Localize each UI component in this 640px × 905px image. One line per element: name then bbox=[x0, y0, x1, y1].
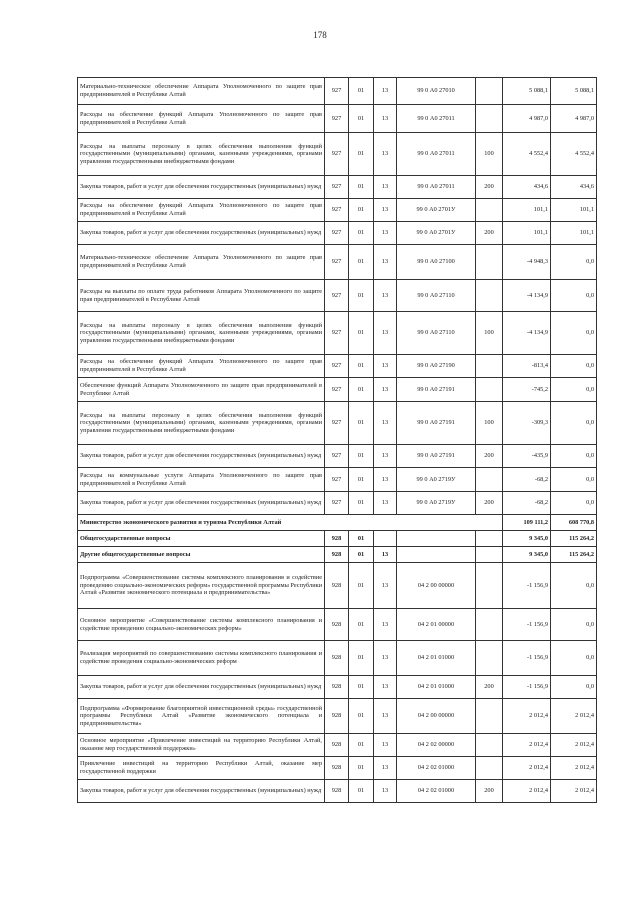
cell-rz: 01 bbox=[349, 280, 374, 312]
cell-rz: 01 bbox=[349, 222, 374, 245]
cell-rz: 01 bbox=[349, 245, 374, 280]
cell-amount-1: 101,1 bbox=[503, 199, 551, 222]
cell-pr: 13 bbox=[374, 222, 397, 245]
cell-csr: 99 0 А0 27110 bbox=[397, 312, 476, 355]
cell-grbs: 927 bbox=[325, 176, 349, 199]
cell-grbs: 928 bbox=[325, 676, 349, 699]
cell-pr: 13 bbox=[374, 78, 397, 105]
cell-grbs: 927 bbox=[325, 133, 349, 176]
cell-csr: 04 2 01 00000 bbox=[397, 609, 476, 641]
cell-amount-1: -435,9 bbox=[503, 445, 551, 468]
cell-vr bbox=[476, 757, 503, 780]
cell-csr: 99 0 А0 27011 bbox=[397, 133, 476, 176]
row-name: Другие общегосударственные вопросы bbox=[78, 547, 325, 563]
cell-amount-1: 2 012,4 bbox=[503, 757, 551, 780]
cell-pr: 13 bbox=[374, 199, 397, 222]
row-name: Расходы на обеспечение функций Аппарата Уполномоченного по защите прав предпринимателей в Республике Алтай bbox=[78, 355, 325, 378]
table-row bbox=[78, 780, 597, 803]
cell-amount-1: 4 987,0 bbox=[503, 105, 551, 133]
row-name: Привлечение инвестиций на территорию Республики Алтай, оказание мер государственной поддержки bbox=[78, 757, 325, 780]
cell-grbs: 927 bbox=[325, 199, 349, 222]
table-row bbox=[78, 547, 597, 563]
cell-amount-2: 0,0 bbox=[551, 641, 597, 676]
cell-rz: 01 bbox=[349, 492, 374, 515]
cell-grbs: 928 bbox=[325, 563, 349, 609]
cell-amount-1: -68,2 bbox=[503, 492, 551, 515]
cell-amount-1: 4 552,4 bbox=[503, 133, 551, 176]
cell-amount-2: 4 552,4 bbox=[551, 133, 597, 176]
cell-grbs: 927 bbox=[325, 245, 349, 280]
row-name: Закупка товаров, работ и услуг для обеспечения государственных (муниципальных) нужд bbox=[78, 676, 325, 699]
cell-csr: 04 2 00 00000 bbox=[397, 699, 476, 734]
table-row bbox=[78, 245, 597, 280]
table-row bbox=[78, 492, 597, 515]
cell-grbs: 927 bbox=[325, 402, 349, 445]
cell-vr bbox=[476, 280, 503, 312]
table-row bbox=[78, 609, 597, 641]
cell-grbs: 927 bbox=[325, 78, 349, 105]
cell-pr: 13 bbox=[374, 378, 397, 402]
cell-vr: 100 bbox=[476, 312, 503, 355]
cell-vr: 200 bbox=[476, 176, 503, 199]
cell-rz: 01 bbox=[349, 378, 374, 402]
table-row bbox=[78, 676, 597, 699]
cell-csr: 04 2 02 00000 bbox=[397, 734, 476, 757]
cell-csr: 99 0 А0 27010 bbox=[397, 78, 476, 105]
cell-rz: 01 bbox=[349, 609, 374, 641]
row-name: Материально-техническое обеспечение Аппарата Уполномоченного по защите прав предпринимателей в Республике Алтай bbox=[78, 78, 325, 105]
cell-amount-2: 0,0 bbox=[551, 280, 597, 312]
cell-amount-2: 0,0 bbox=[551, 312, 597, 355]
cell-vr bbox=[476, 734, 503, 757]
cell-csr: 99 0 А0 27100 bbox=[397, 245, 476, 280]
cell-vr: 200 bbox=[476, 492, 503, 515]
row-name: Закупка товаров, работ и услуг для обеспечения государственных (муниципальных) нужд bbox=[78, 445, 325, 468]
cell-pr: 13 bbox=[374, 133, 397, 176]
table-row bbox=[78, 280, 597, 312]
cell-vr bbox=[476, 199, 503, 222]
cell-rz: 01 bbox=[349, 547, 374, 563]
cell-vr bbox=[476, 641, 503, 676]
cell-amount-2: 608 770,8 bbox=[551, 515, 597, 531]
row-name: Материально-техническое обеспечение Аппарата Уполномоченного по защите прав предпринимателей в Республике Алтай bbox=[78, 245, 325, 280]
cell-rz: 01 bbox=[349, 699, 374, 734]
cell-rz: 01 bbox=[349, 641, 374, 676]
cell-vr bbox=[476, 699, 503, 734]
cell-grbs: 928 bbox=[325, 757, 349, 780]
table-row bbox=[78, 199, 597, 222]
cell-pr: 13 bbox=[374, 280, 397, 312]
cell-rz: 01 bbox=[349, 676, 374, 699]
cell-amount-1: 2 012,4 bbox=[503, 699, 551, 734]
cell-amount-2: 2 012,4 bbox=[551, 699, 597, 734]
cell-pr: 13 bbox=[374, 105, 397, 133]
cell-amount-1: 101,1 bbox=[503, 222, 551, 245]
cell-pr: 13 bbox=[374, 676, 397, 699]
cell-pr: 13 bbox=[374, 492, 397, 515]
table-row bbox=[78, 312, 597, 355]
row-name: Расходы на выплаты по оплате труда работников Аппарата Уполномоченного по защите прав предпринимателей в Республике Алтай bbox=[78, 280, 325, 312]
cell-amount-2: 0,0 bbox=[551, 378, 597, 402]
cell-csr: 99 0 А0 2701У bbox=[397, 199, 476, 222]
table-row bbox=[78, 531, 597, 547]
cell-vr: 200 bbox=[476, 222, 503, 245]
cell-grbs: 927 bbox=[325, 468, 349, 492]
table-row bbox=[78, 468, 597, 492]
cell-amount-2: 0,0 bbox=[551, 676, 597, 699]
budget-table-body bbox=[78, 78, 597, 803]
table-row bbox=[78, 402, 597, 445]
cell-vr bbox=[476, 468, 503, 492]
cell-pr: 13 bbox=[374, 312, 397, 355]
cell-amount-2: 0,0 bbox=[551, 245, 597, 280]
cell-csr: 04 2 00 00000 bbox=[397, 563, 476, 609]
cell-vr bbox=[476, 563, 503, 609]
cell-vr bbox=[476, 245, 503, 280]
table-row bbox=[78, 133, 597, 176]
row-name: Закупка товаров, работ и услуг для обеспечения государственных (муниципальных) нужд bbox=[78, 222, 325, 245]
row-name: Расходы на выплаты персоналу в целях обеспечения выполнения функций государственными (муниципальными) органами, казенными учреждениями, органами управления государственными внебюджетными фондами bbox=[78, 402, 325, 445]
cell-csr: 04 2 02 01000 bbox=[397, 757, 476, 780]
cell-grbs: 927 bbox=[325, 280, 349, 312]
cell-amount-2: 0,0 bbox=[551, 468, 597, 492]
cell-amount-1: -309,3 bbox=[503, 402, 551, 445]
cell-csr: 99 0 А0 27011 bbox=[397, 105, 476, 133]
cell-amount-2: 2 012,4 bbox=[551, 757, 597, 780]
cell-amount-1: -813,4 bbox=[503, 355, 551, 378]
table-row bbox=[78, 78, 597, 105]
row-name: Закупка товаров, работ и услуг для обеспечения государственных (муниципальных) нужд bbox=[78, 780, 325, 803]
cell-grbs: 928 bbox=[325, 531, 349, 547]
row-name: Расходы на обеспечение функций Аппарата Уполномоченного по защите прав предпринимателей в Республике Алтай bbox=[78, 105, 325, 133]
cell-pr: 13 bbox=[374, 176, 397, 199]
cell-amount-1: 9 345,0 bbox=[503, 547, 551, 563]
row-name: Расходы на обеспечение функций Аппарата Уполномоченного по защите прав предпринимателей в Республике Алтай bbox=[78, 199, 325, 222]
cell-amount-2: 0,0 bbox=[551, 402, 597, 445]
cell-amount-1: -68,2 bbox=[503, 468, 551, 492]
cell-csr bbox=[397, 547, 476, 563]
cell-grbs: 928 bbox=[325, 734, 349, 757]
cell-amount-2: 5 088,1 bbox=[551, 78, 597, 105]
table-row bbox=[78, 734, 597, 757]
cell-pr: 13 bbox=[374, 445, 397, 468]
cell-rz: 01 bbox=[349, 780, 374, 803]
cell-amount-1: 109 111,2 bbox=[503, 515, 551, 531]
cell-amount-1: -745,2 bbox=[503, 378, 551, 402]
cell-grbs: 928 bbox=[325, 547, 349, 563]
cell-rz: 01 bbox=[349, 757, 374, 780]
cell-vr bbox=[476, 78, 503, 105]
row-name: Подпрограмма «Совершенствование системы комплексного планирования и содействие проведению социально-экономических реформ» государственной программы Республики Алтай «Развитие экономического потенциала и предпринимательства» bbox=[78, 563, 325, 609]
cell-csr: 99 0 А0 27191 bbox=[397, 402, 476, 445]
cell-amount-1: 434,6 bbox=[503, 176, 551, 199]
cell-pr: 13 bbox=[374, 547, 397, 563]
cell-amount-2: 0,0 bbox=[551, 355, 597, 378]
cell-amount-1: -4 134,9 bbox=[503, 280, 551, 312]
cell-rz: 01 bbox=[349, 105, 374, 133]
cell-pr: 13 bbox=[374, 609, 397, 641]
cell-grbs: 927 bbox=[325, 492, 349, 515]
cell-amount-1: -4 948,3 bbox=[503, 245, 551, 280]
table-row bbox=[78, 105, 597, 133]
cell-csr: 99 0 А0 2719У bbox=[397, 492, 476, 515]
cell-rz: 01 bbox=[349, 176, 374, 199]
cell-amount-2: 2 012,4 bbox=[551, 734, 597, 757]
cell-pr: 13 bbox=[374, 245, 397, 280]
table-row bbox=[78, 699, 597, 734]
cell-pr: 13 bbox=[374, 355, 397, 378]
cell-amount-1: -1 156,9 bbox=[503, 641, 551, 676]
row-name: Расходы на выплаты персоналу в целях обеспечения выполнения функций государственными (муниципальными) органами, казенными учреждениями, органами управления государственными внебюджетными фондами bbox=[78, 133, 325, 176]
cell-vr bbox=[476, 378, 503, 402]
cell-pr: 13 bbox=[374, 563, 397, 609]
cell-rz: 01 bbox=[349, 734, 374, 757]
cell-pr: 13 bbox=[374, 402, 397, 445]
cell-amount-1: -1 156,9 bbox=[503, 609, 551, 641]
row-name: Закупка товаров, работ и услуг для обеспечения государственных (муниципальных) нужд bbox=[78, 176, 325, 199]
cell-amount-2: 2 012,4 bbox=[551, 780, 597, 803]
cell-csr: 99 0 А0 27190 bbox=[397, 355, 476, 378]
cell-csr bbox=[397, 531, 476, 547]
cell-csr: 99 0 А0 27110 bbox=[397, 280, 476, 312]
cell-grbs: 927 bbox=[325, 355, 349, 378]
cell-rz: 01 bbox=[349, 133, 374, 176]
cell-amount-2: 101,1 bbox=[551, 199, 597, 222]
cell-csr: 99 0 А0 2719У bbox=[397, 468, 476, 492]
cell-vr bbox=[476, 355, 503, 378]
cell-pr bbox=[374, 531, 397, 547]
table-row bbox=[78, 757, 597, 780]
cell-amount-2: 115 264,2 bbox=[551, 547, 597, 563]
row-name: Основное мероприятие «Привлечение инвестиций на территорию Республики Алтай, оказание мер государственной поддержки» bbox=[78, 734, 325, 757]
cell-rz: 01 bbox=[349, 78, 374, 105]
cell-grbs: 927 bbox=[325, 312, 349, 355]
table-row bbox=[78, 563, 597, 609]
cell-grbs: 928 bbox=[325, 780, 349, 803]
cell-csr: 99 0 А0 27011 bbox=[397, 176, 476, 199]
row-name: Подпрограмма «Формирование благоприятной инвестиционной среды» государственной программы Республики Алтай «Развитие экономического потенциала и предпринимательства» bbox=[78, 699, 325, 734]
cell-amount-2: 0,0 bbox=[551, 492, 597, 515]
cell-amount-1: -1 156,9 bbox=[503, 676, 551, 699]
table-row bbox=[78, 176, 597, 199]
table-row bbox=[78, 641, 597, 676]
row-name: Реализация мероприятий по совершенствованию системы комплексного планирования и содействие проведения социально-экономических реформ bbox=[78, 641, 325, 676]
cell-rz: 01 bbox=[349, 563, 374, 609]
cell-amount-2: 115 264,2 bbox=[551, 531, 597, 547]
cell-pr: 13 bbox=[374, 699, 397, 734]
cell-pr: 13 bbox=[374, 641, 397, 676]
cell-grbs: 928 bbox=[325, 641, 349, 676]
cell-grbs: 928 bbox=[325, 609, 349, 641]
cell-amount-1: 2 012,4 bbox=[503, 780, 551, 803]
table-row bbox=[78, 378, 597, 402]
cell-rz: 01 bbox=[349, 468, 374, 492]
cell-csr: 04 2 01 01000 bbox=[397, 676, 476, 699]
row-name: Министерство экономического развития и туризма Республики Алтай bbox=[78, 515, 503, 531]
cell-amount-2: 101,1 bbox=[551, 222, 597, 245]
table-row bbox=[78, 222, 597, 245]
cell-rz: 01 bbox=[349, 199, 374, 222]
cell-amount-2: 434,6 bbox=[551, 176, 597, 199]
cell-vr: 200 bbox=[476, 676, 503, 699]
cell-amount-2: 0,0 bbox=[551, 609, 597, 641]
cell-pr: 13 bbox=[374, 757, 397, 780]
cell-vr bbox=[476, 609, 503, 641]
cell-csr: 99 0 А0 2701У bbox=[397, 222, 476, 245]
table-row bbox=[78, 445, 597, 468]
cell-csr: 99 0 А0 27191 bbox=[397, 445, 476, 468]
row-name: Основное мероприятие «Совершенствование системы комплексного планирования и содействие проведению социально-экономических реформ» bbox=[78, 609, 325, 641]
cell-pr: 13 bbox=[374, 734, 397, 757]
cell-vr: 100 bbox=[476, 402, 503, 445]
cell-rz: 01 bbox=[349, 402, 374, 445]
row-name: Общегосударственные вопросы bbox=[78, 531, 325, 547]
cell-vr: 200 bbox=[476, 445, 503, 468]
row-name: Расходы на коммунальные услуги Аппарата Уполномоченного по защите прав предпринимателей в Республике Алтай bbox=[78, 468, 325, 492]
cell-grbs: 928 bbox=[325, 699, 349, 734]
table-row bbox=[78, 355, 597, 378]
row-name: Закупка товаров, работ и услуг для обеспечения государственных (муниципальных) нужд bbox=[78, 492, 325, 515]
budget-table bbox=[77, 77, 597, 803]
cell-vr bbox=[476, 547, 503, 563]
cell-vr: 200 bbox=[476, 780, 503, 803]
cell-rz: 01 bbox=[349, 445, 374, 468]
cell-amount-1: -1 156,9 bbox=[503, 563, 551, 609]
cell-csr: 04 2 01 01000 bbox=[397, 641, 476, 676]
cell-amount-2: 0,0 bbox=[551, 445, 597, 468]
row-name: Обеспечение функций Аппарата Уполномоченного по защите прав предпринимателей в Республике Алтай bbox=[78, 378, 325, 402]
cell-rz: 01 bbox=[349, 312, 374, 355]
cell-amount-1: 5 088,1 bbox=[503, 78, 551, 105]
cell-grbs: 927 bbox=[325, 445, 349, 468]
cell-amount-2: 0,0 bbox=[551, 563, 597, 609]
table-row bbox=[78, 515, 597, 531]
cell-grbs: 927 bbox=[325, 378, 349, 402]
page-number: 178 bbox=[313, 30, 327, 40]
cell-grbs: 927 bbox=[325, 105, 349, 133]
cell-csr: 04 2 02 01000 bbox=[397, 780, 476, 803]
cell-vr: 100 bbox=[476, 133, 503, 176]
cell-vr bbox=[476, 105, 503, 133]
row-name: Расходы на выплаты персоналу в целях обеспечения выполнения функций государственными (муниципальными) органами, казенными учреждениями, органами управления государственными внебюджетными фондами bbox=[78, 312, 325, 355]
cell-vr bbox=[476, 531, 503, 547]
cell-rz: 01 bbox=[349, 531, 374, 547]
cell-pr: 13 bbox=[374, 780, 397, 803]
cell-grbs: 927 bbox=[325, 222, 349, 245]
cell-rz: 01 bbox=[349, 355, 374, 378]
cell-amount-1: 9 345,0 bbox=[503, 531, 551, 547]
cell-amount-1: -4 134,9 bbox=[503, 312, 551, 355]
cell-amount-1: 2 012,4 bbox=[503, 734, 551, 757]
cell-amount-2: 4 987,0 bbox=[551, 105, 597, 133]
cell-csr: 99 0 А0 27191 bbox=[397, 378, 476, 402]
cell-pr: 13 bbox=[374, 468, 397, 492]
